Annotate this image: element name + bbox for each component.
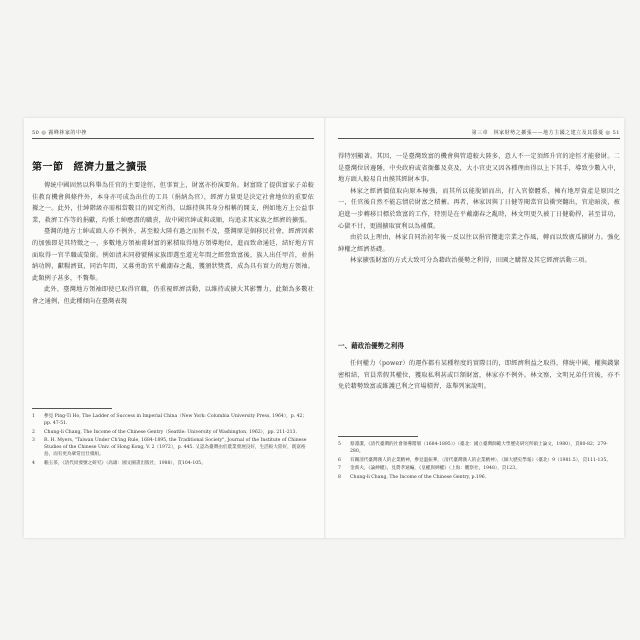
right-body-text-lower — [338, 358, 620, 393]
paragraph: 得特別顯著。其因，一是臺灣致富的機會與管道較大陸多，意人不一定須經升官的途徑才能發財。二是臺灣位居邊陲，中央政府或省衙難及莫及，大小官吏又因各種理由得以上下其手，導致少數入中，地方頭人較易自由摸其經財本事。 — [338, 153, 620, 184]
footnote: 7 金萬夫，《論紳權》，見費孝通編，《皇權與紳權》（上海：觀察社，1948），頁123。 — [338, 466, 520, 471]
left-page-header — [32, 128, 314, 139]
section-title: 經濟力量之擴張 — [73, 162, 147, 173]
paragraph: 林家擴張財富的方式大致可分為藉政治優勢之利得，田園之購置及其它經濟活動三項。 — [350, 257, 591, 265]
left-body-text — [32, 180, 314, 308]
book-gutter — [324, 118, 326, 538]
footnote: 3 R. H. Myers, "Taiwan Under Ch'ing Rule, 1684-1895, the Traditional Society", Journal of the Institute of Chinese Studies of the Chinese Univ. of Hong Kong, V. 2（1972），p. 445. 又認為臺灣由於農業發展良好，生活較大陸好，既富裕島，而有更為眾常出仕模組。 — [32, 438, 307, 457]
footnote: 1 參見 Ping-Ti Ho, The Ladder of Success in Imperial China（New York: Columbia University Press, 1964），p. 42；pp. 47-51. — [32, 414, 308, 426]
paragraph: 林家之經濟價值取向原本極強，而其所以能脫穎而出，打入官僚體系，擁有地厚資產是原因之一，任官後自然不能忘情於財富之積蓄。再者，林家因與丁日健等閱當官員衝突翻出，官途暗淡，被迫進一步轉移目標於致富的工作，特別是在平戴潮春之亂時，林文明更久被丁日健勒捍，甚至冒功，心獄不甘，更圖擴取實利以為補償。 — [338, 187, 620, 230]
footnote: 4 賴玉茶，《清代同發號之研究》（高雄：國文圖書出版社，1988），頁104-105。 — [32, 460, 206, 466]
right-running-head: 第三章 林家財勢之擴張——地方主國之建立及其隱憂 ◎ 51 — [471, 130, 620, 136]
subsection-heading: 一、藉政治優勢之利得 — [338, 342, 404, 350]
right-page-header — [338, 128, 620, 139]
paragraph: 任何權力（power）的運作都有某種程度的實際目的，即經濟利益之取得，傳統中國，權與錢緊密相結，官員常假其權位，獲取私利甚或巨額財富，林家亦不例外。林文察，文明兄弟任官後，亦不免於藉勢致富或維護已利之官場積習，茲舉列案說明。 — [338, 360, 620, 391]
footnote: 6 有關清代臺灣漢人的企業精神，參見溫振華，〈清代臺灣漢人的企業精神〉，《師大歷史學報》（臺北）9（1981.5），頁111-135。 — [338, 457, 611, 463]
book-spread — [24, 118, 624, 538]
footnote: 2 Chung-li Chang, The Income of the Chinese Gentry（Seattle: University of Washington, 1962），pp. 211-213. — [32, 429, 297, 435]
left-running-head: 50 ◎ 霧峰林家的中挫 — [32, 130, 87, 136]
section-number: 第一節 — [32, 162, 64, 173]
left-page — [32, 118, 314, 538]
right-page — [338, 118, 620, 538]
footnote-rule — [338, 436, 418, 437]
footnote-rule — [32, 408, 112, 409]
left-footnotes — [32, 413, 314, 468]
paragraph: 由於以上理由，林家自同治初年後一反以往以捐官攬進宗業之作風，轉而以致廣瓜擴財力。強化紳權之經濟基礎。 — [338, 234, 620, 253]
footnote: 5 蔡淵潔，《清代臺灣的社會領導階層（1684-1895）》（臺北：國立臺灣師範大學歷史研究所碩士論文，1980），頁80-82；279-280。 — [338, 442, 608, 454]
right-body-text — [338, 151, 620, 267]
section-heading — [32, 158, 157, 173]
paragraph: 此外，臺灣地方領袖即使已取得官職，仍重視經濟活動，以維持或擴大其影響力，此類為多數社會之通例，但此種傾向在臺灣表現 — [32, 286, 314, 305]
right-footnotes — [338, 441, 620, 482]
footnote: 8 Chung-li Chang, The Income of the Chinese Gentry, p.196. — [338, 474, 487, 480]
paragraph: 臺灣的地方士紳或頭人亦不例外，甚至較大陸有過之而無不及，臺灣原是個移民社會，經濟因素的加強即是其特徵之一，多數地方領袖甫財富的累積取得地方領導地位，進而致命通廷，結好地方官面取得一官半職或榮銜。例如清末同發號稱家族即選至道光年間之經營致富後，族人出任甲首，並捐納功牌，獻糧濟貧，同治年間，又募勇助官平戴潮春之亂，獲頒狀獎賞，成為具有實力的地方領袖。此類例子甚多，不贅舉。 — [32, 228, 314, 282]
paragraph: 傳統中國固然以科舉為任官的主要途徑，但事實上，財富亦扮演要角。財富除了提供富家子弟較佳教育機會與條件外，本身亦可成為出仕的工具（捐納為官），經濟力量更是決定社會地位的重要依據之一。此外，仕紳階級亦需相當數目的固定所得，以維持與其身分相稱的開支，例如地方上公益事業，救濟工作等的捐獻，均係士紳應盡的職責，故中國官紳或與或順，均追求其家族之經濟的擴張。 — [32, 182, 314, 224]
